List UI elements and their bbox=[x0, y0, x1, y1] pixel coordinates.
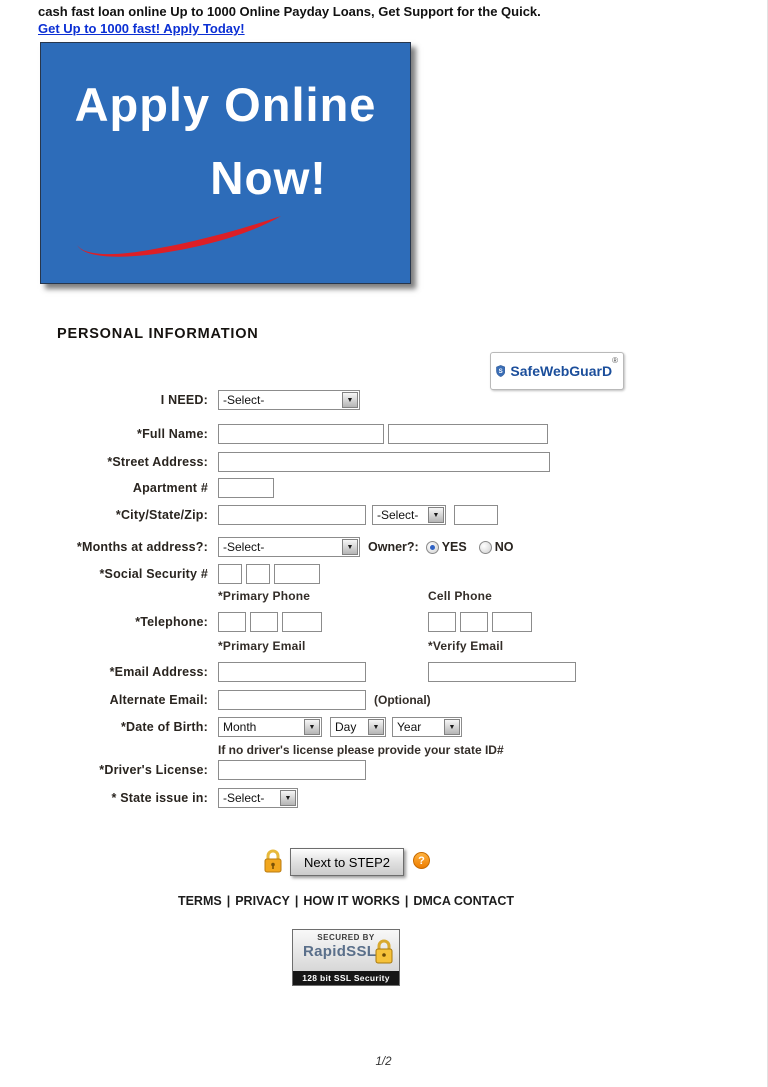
drivers-license-label: *Driver's License: bbox=[99, 763, 208, 777]
row-license-note bbox=[36, 742, 504, 757]
row-street bbox=[36, 451, 550, 473]
street-address-input[interactable] bbox=[218, 452, 550, 472]
alternate-email-label: Alternate Email: bbox=[109, 693, 208, 707]
primary-phone-area-input[interactable] bbox=[218, 612, 246, 632]
city-state-zip-label: *City/State/Zip: bbox=[115, 508, 208, 522]
owner-label: Owner?: bbox=[368, 540, 419, 554]
telephone-label: *Telephone: bbox=[135, 615, 208, 629]
banner-line-1: Apply Online bbox=[74, 78, 377, 131]
row-phone-headers bbox=[36, 588, 492, 604]
svg-text:S: S bbox=[498, 367, 503, 375]
rapidssl-wordmark: RapidSSL bbox=[303, 943, 377, 960]
primary-email-header: *Primary Email bbox=[218, 639, 306, 653]
secured-by-label: SECURED BY bbox=[317, 933, 375, 942]
state-select[interactable] bbox=[372, 505, 446, 525]
chevron-down-icon[interactable]: ▼ bbox=[342, 539, 358, 555]
row-full-name bbox=[36, 423, 548, 445]
city-input[interactable] bbox=[218, 505, 366, 525]
row-drivers-license bbox=[36, 759, 366, 781]
chevron-down-icon[interactable]: ▼ bbox=[444, 719, 460, 735]
apply-online-banner[interactable] bbox=[40, 42, 411, 284]
row-telephone bbox=[36, 611, 532, 633]
how-it-works-link[interactable]: HOW IT WORKS bbox=[303, 894, 400, 908]
row-alternate-email bbox=[36, 689, 431, 711]
street-label: *Street Address: bbox=[107, 455, 208, 469]
last-name-input[interactable] bbox=[388, 424, 548, 444]
ssn-part3-input[interactable] bbox=[274, 564, 320, 584]
safewebguard-badge bbox=[490, 352, 624, 390]
page-title: cash fast loan online Up to 1000 Online Payday Loans, Get Support for the Quick. bbox=[38, 4, 541, 19]
registered-mark: ® bbox=[612, 356, 618, 365]
verify-email-input[interactable] bbox=[428, 662, 576, 682]
link-separator: | bbox=[404, 894, 409, 908]
ssn-part2-input[interactable] bbox=[246, 564, 270, 584]
state-issue-select[interactable] bbox=[218, 788, 298, 808]
lock-icon bbox=[262, 848, 284, 874]
row-email-headers bbox=[36, 638, 503, 654]
row-city-state-zip bbox=[36, 504, 498, 526]
chevron-down-icon[interactable]: ▼ bbox=[342, 392, 358, 408]
state-issue-label: * State issue in: bbox=[111, 791, 208, 805]
primary-email-input[interactable] bbox=[218, 662, 366, 682]
ssn-label: *Social Security # bbox=[99, 567, 208, 581]
dob-month-value: Month bbox=[223, 720, 257, 734]
owner-radio-yes[interactable] bbox=[426, 541, 439, 554]
cell-phone-header: Cell Phone bbox=[428, 589, 493, 603]
apartment-label: Apartment # bbox=[132, 481, 208, 495]
dob-month-select[interactable] bbox=[218, 717, 322, 737]
dob-year-value: Year bbox=[397, 720, 422, 734]
dob-day-select[interactable] bbox=[330, 717, 386, 737]
i-need-select[interactable] bbox=[218, 390, 360, 410]
next-step-button[interactable]: Next to STEP2 bbox=[290, 848, 404, 876]
email-label: *Email Address: bbox=[109, 665, 208, 679]
ssl-caption: 128 bit SSL Security bbox=[293, 971, 399, 985]
dob-label: *Date of Birth: bbox=[120, 720, 208, 734]
row-apartment bbox=[36, 477, 274, 499]
dob-day-value: Day bbox=[335, 720, 357, 734]
chevron-down-icon[interactable]: ▼ bbox=[368, 719, 384, 735]
verify-email-header: *Verify Email bbox=[428, 639, 504, 653]
help-icon[interactable]: ? bbox=[413, 852, 430, 869]
state-select-value: -Select- bbox=[377, 508, 419, 522]
privacy-link[interactable]: PRIVACY bbox=[235, 894, 290, 908]
owner-radio-no[interactable] bbox=[479, 541, 492, 554]
row-dob bbox=[36, 716, 462, 738]
row-ssn bbox=[36, 563, 320, 585]
padlock-icon bbox=[373, 937, 395, 965]
owner-no-label: NO bbox=[494, 540, 514, 554]
link-separator: | bbox=[226, 894, 231, 908]
months-select-value: -Select- bbox=[223, 540, 265, 554]
row-months-owner bbox=[36, 536, 513, 558]
cell-phone-line-input[interactable] bbox=[492, 612, 532, 632]
months-at-address-select[interactable] bbox=[218, 537, 360, 557]
link-separator: | bbox=[294, 894, 299, 908]
i-need-select-value: -Select- bbox=[223, 393, 265, 407]
optional-note: (Optional) bbox=[374, 693, 431, 707]
license-note: If no driver's license please provide your state ID# bbox=[218, 742, 504, 757]
primary-phone-prefix-input[interactable] bbox=[250, 612, 278, 632]
dmca-contact-link[interactable]: DMCA CONTACT bbox=[413, 894, 515, 908]
cell-phone-prefix-input[interactable] bbox=[460, 612, 488, 632]
state-issue-value: -Select- bbox=[223, 791, 265, 805]
cell-phone-area-input[interactable] bbox=[428, 612, 456, 632]
row-state-issue bbox=[36, 787, 298, 809]
safewebguard-wordmark: SafeWebGuarD bbox=[510, 363, 613, 379]
row-email bbox=[36, 661, 576, 683]
row-i-need bbox=[36, 389, 360, 411]
banner-line-2: Now! bbox=[210, 152, 327, 204]
drivers-license-input[interactable] bbox=[218, 760, 366, 780]
footer-links bbox=[36, 894, 656, 908]
apartment-input[interactable] bbox=[218, 478, 274, 498]
zip-input[interactable] bbox=[454, 505, 498, 525]
months-at-address-label: *Months at address?: bbox=[76, 540, 208, 554]
chevron-down-icon[interactable]: ▼ bbox=[280, 790, 296, 806]
shield-icon bbox=[496, 358, 505, 384]
section-title: PERSONAL INFORMATION bbox=[57, 326, 259, 342]
owner-yes-label: YES bbox=[441, 540, 467, 554]
page-indicator: 1/2 bbox=[375, 1056, 392, 1068]
dob-year-select[interactable] bbox=[392, 717, 462, 737]
primary-phone-line-input[interactable] bbox=[282, 612, 322, 632]
i-need-label: I NEED: bbox=[160, 393, 208, 407]
chevron-down-icon[interactable]: ▼ bbox=[304, 719, 320, 735]
red-swoosh-icon bbox=[71, 211, 286, 261]
apply-today-link[interactable]: Get Up to 1000 fast! Apply Today! bbox=[38, 21, 245, 36]
alternate-email-input[interactable] bbox=[218, 690, 366, 710]
rapidssl-seal bbox=[292, 929, 400, 986]
chevron-down-icon[interactable]: ▼ bbox=[428, 507, 444, 523]
first-name-input[interactable] bbox=[218, 424, 384, 444]
primary-phone-header: *Primary Phone bbox=[218, 589, 311, 603]
terms-link[interactable]: TERMS bbox=[177, 894, 222, 908]
ssn-part1-input[interactable] bbox=[218, 564, 242, 584]
full-name-label: *Full Name: bbox=[137, 427, 208, 441]
